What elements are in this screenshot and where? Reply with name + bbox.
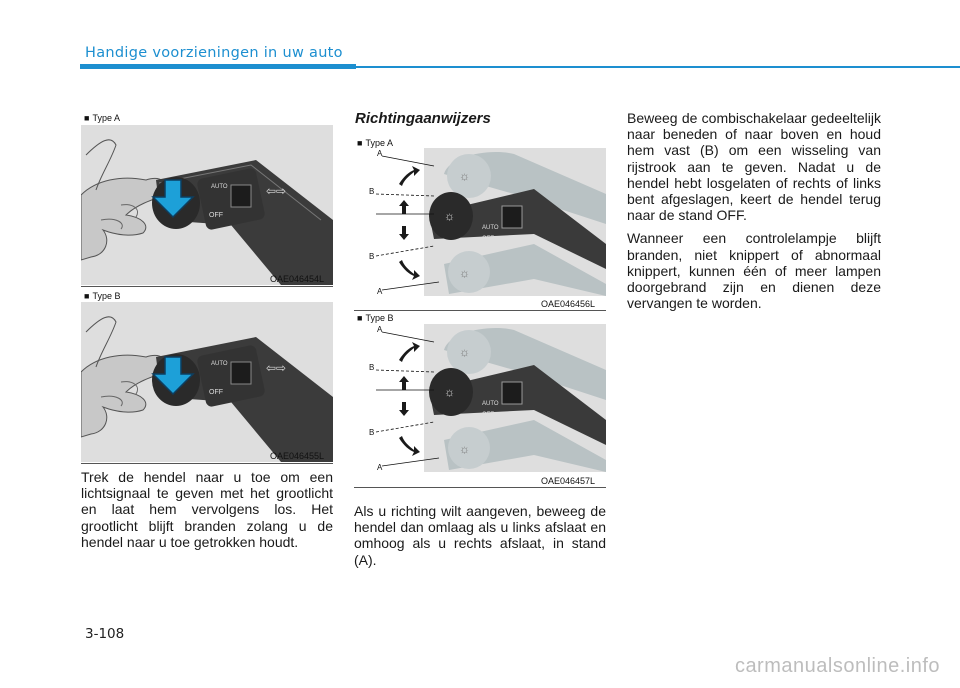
callout-b: B [369, 363, 375, 372]
figure-divider [81, 463, 333, 464]
watermark: carmanualsonline.info [734, 655, 940, 677]
headlamp-icon: ☼ [459, 345, 470, 359]
right-paragraph-1: Beweeg de combischakelaar gedeeltelijk naar beneden of naar boven en houd hem vast (B) om een wisseling van rijstrook aan te geven. Nadat u de hendel hebt losgelaten of rechts of links bent afgeslagen, keert de hendel terug naar de stand OFF. [627, 110, 881, 224]
headlamp-icon: ☼ [444, 209, 455, 223]
headlamp-icon: ☼ [459, 266, 470, 280]
callout-b: B [369, 252, 375, 261]
switch-off-label: OFF [209, 389, 223, 396]
callout-a: A [377, 149, 383, 158]
figure-turn-signal-type-a [354, 134, 606, 309]
figure-flash-type-b [81, 302, 333, 462]
callout-a: A [377, 463, 383, 472]
figure-type-b-label: ■ Type B [357, 313, 394, 323]
switch-auto-label: AUTO [482, 401, 499, 407]
figure-type-a-label: ■ Type A [357, 138, 393, 148]
switch-auto-label: AUTO [211, 184, 228, 190]
section-header-title: Handige voorzieningen in uw auto [85, 45, 343, 61]
headlamp-icon: ☼ [444, 385, 455, 399]
header-rule [356, 66, 960, 68]
headlamp-icon: ☼ [459, 169, 470, 183]
turn-signal-symbol: ⇦⇨ [266, 184, 287, 198]
switch-off-label: OFF [482, 412, 494, 418]
switch-off-label: OFF [209, 212, 223, 219]
header-accent-bar [80, 64, 356, 69]
switch-auto-label: AUTO [211, 361, 228, 367]
callout-a: A [377, 287, 383, 296]
figure-type-a-label: ■ Type A [84, 113, 120, 123]
callout-b: B [369, 187, 375, 196]
figure-turn-signal-type-b [354, 310, 606, 485]
middle-body-text: Als u richting wilt aangeven, beweeg de hendel dan omlaag als u links afslaat en omhoog als u rechts afslaat, in stand (A). [354, 503, 606, 568]
turn-signal-symbol: ⇦⇨ [266, 361, 287, 375]
right-paragraph-2: Wanneer een controlelampje blijft branden, niet knippert of abnormaal knippert, kunnen één of meer lampen doorgebrand zijn en dienen deze vervangen te worden. [627, 230, 881, 312]
left-body-text: Trek de hendel naar u toe om een lichtsignaal te geven met het grootlicht en laat hem vervolgens los. Het grootlicht blijft branden zolang u de hendel naar u toe getrokken houdt. [81, 469, 333, 550]
figure-code-3: OAE046456L [541, 299, 596, 309]
figure-code-1: OAE046454L [270, 274, 325, 284]
figure-code-4: OAE046457L [541, 476, 596, 486]
switch-off-label: OFF [482, 236, 494, 242]
page-number: 3-108 [85, 626, 125, 642]
figure-code-2: OAE046455L [270, 451, 325, 461]
figure-divider [354, 487, 606, 488]
switch-auto-label: AUTO [482, 225, 499, 231]
figure-divider [81, 286, 333, 287]
figure-type-b-label: ■ Type B [84, 291, 121, 301]
figure-flash-type-a [81, 125, 333, 285]
callout-b: B [369, 428, 375, 437]
callout-a: A [377, 325, 383, 334]
section-title: Richtingaanwijzers [355, 110, 491, 127]
headlamp-icon: ☼ [459, 442, 470, 456]
right-body-text [627, 110, 881, 318]
